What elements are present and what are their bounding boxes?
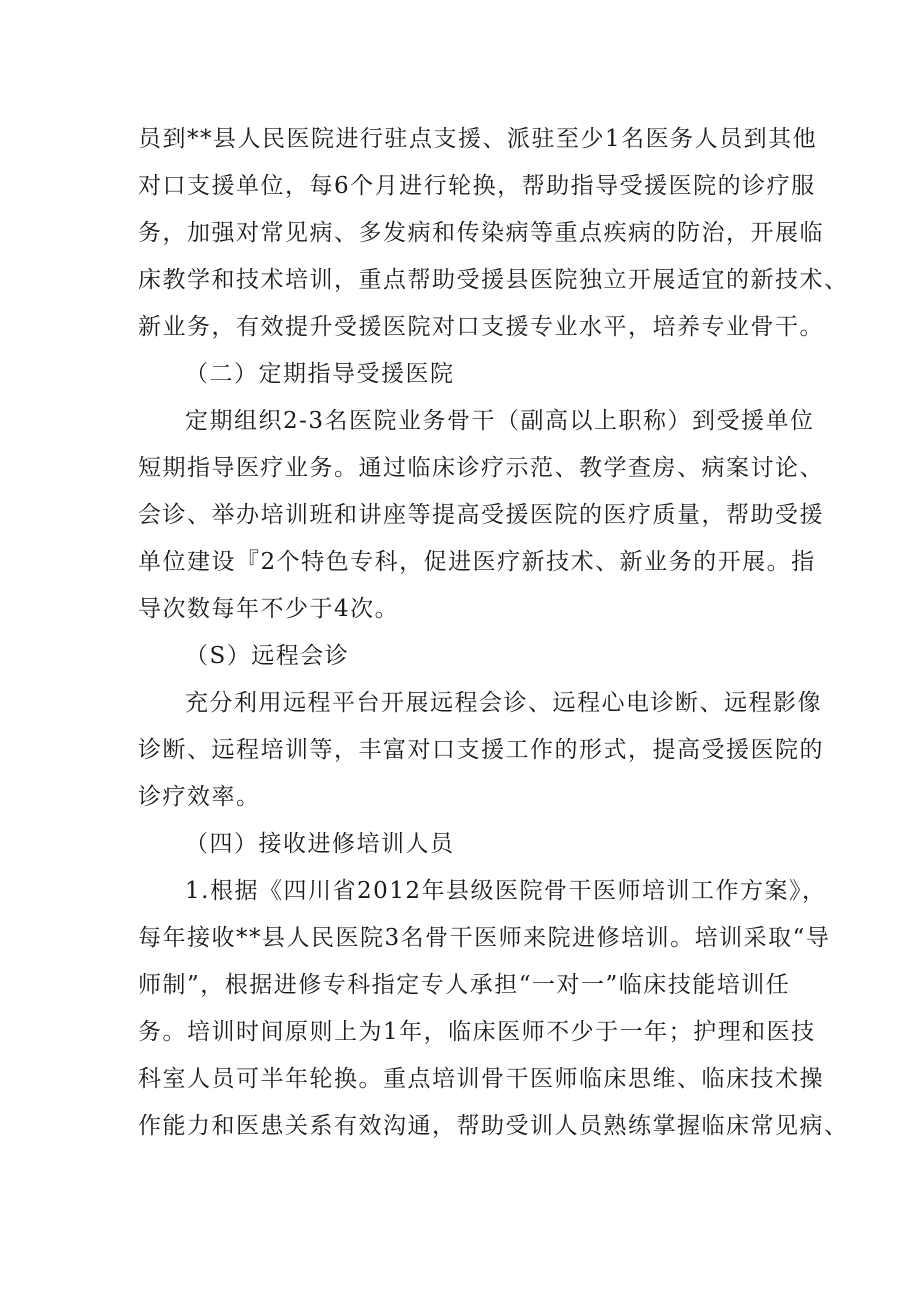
paragraph-first-line: 1.根据《四川省2012年县级医院骨干医师培训工作方案》，: [185, 878, 827, 904]
text-line: 务。培训时间原则上为1年，临床医师不少于一年；护理和医技: [138, 1019, 816, 1045]
text-line: 床教学和技术培训，重点帮助受援县医院独立开展适宜的新技术、: [138, 267, 849, 293]
text-line: 新业务，有效提升受援医院对口支援专业水平，培养专业骨干。: [138, 314, 824, 340]
text-line: 员到**县人民医院进行驻点支援、派驻至少1名医务人员到其他: [138, 126, 818, 152]
text-line: 会诊、举办培训班和讲座等提高受援医院的医疗质量，帮助受援: [138, 502, 824, 528]
text-line: 单位建设『2个特色专科，促进医疗新技术、新业务的开展。指: [138, 549, 816, 575]
text-line: 师制”，根据进修专科指定专人承担“一对一”临床技能培训任: [138, 972, 791, 998]
text-line: 务，加强对常见病、多发病和传染病等重点疾病的防治，开展临: [138, 220, 824, 246]
section-heading: （S）远程会诊: [185, 643, 350, 669]
text-line: 短期指导医疗业务。通过临床诊疗示范、教学查房、病案讨论、: [138, 455, 824, 481]
text-line: 科室人员可半年轮换。重点培训骨干医师临床思维、临床技术操: [138, 1066, 824, 1092]
section-heading: （四）接收进修培训人员: [185, 831, 455, 857]
text-line: 诊疗效率。: [138, 784, 261, 810]
section-heading: （二）定期指导受援医院: [185, 361, 455, 387]
text-line: 作能力和医患关系有效沟通，帮助受训人员熟练掌握临床常见病、: [138, 1113, 849, 1139]
text-line: 对口支援单位，每6个月进行轮换，帮助指导受援医院的诊疗服: [138, 173, 816, 199]
text-line: 每年接收**县人民医院3名骨干医师来院进修培训。培训采取“导: [138, 925, 831, 951]
text-line: 导次数每年不少于4次。: [138, 596, 400, 622]
text-line: 诊断、远程培训等，丰富对口支援工作的形式，提高受援医院的: [138, 737, 824, 763]
paragraph-first-line: 定期组织2-3名医院业务骨干（副高以上职称）到受援单位: [185, 408, 815, 434]
paragraph-first-line: 充分利用远程平台开展远程会诊、远程心电诊断、远程影像: [185, 690, 822, 716]
